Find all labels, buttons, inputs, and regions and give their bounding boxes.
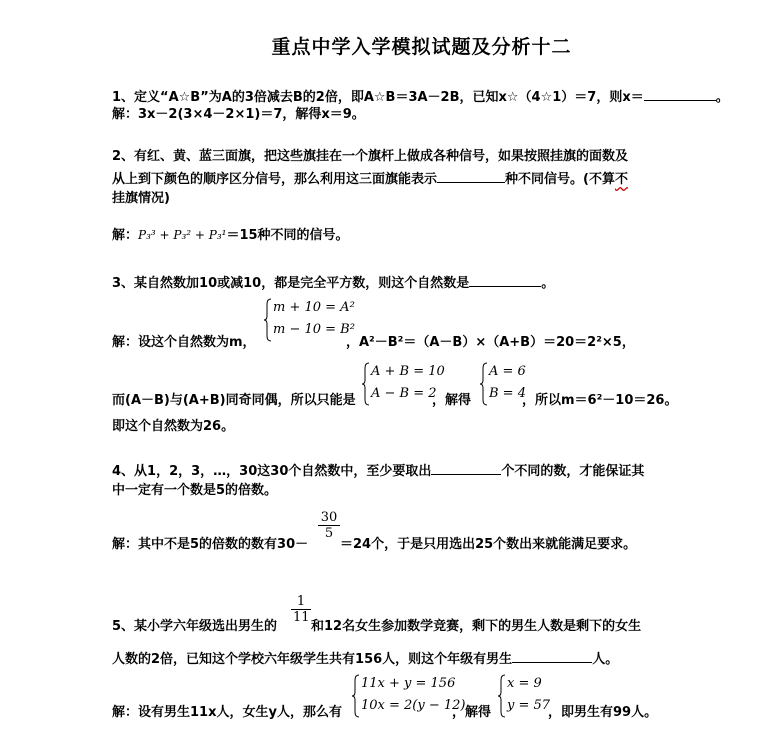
solution-2-label: 解： (112, 228, 139, 243)
solution-3-line-2a: 而(A－B)与(A+B)同奇同偶，所以只能是 (112, 393, 356, 408)
solution-3-line-1-tail: ，A²－B²＝（A－B）×（A+B）＝20＝2²×5， (346, 335, 635, 350)
solution-3-label: 解：设这个自然数为m， (112, 335, 256, 350)
fraction-numerator: 30 (320, 510, 338, 525)
equation-2b: A − B = 2 (371, 386, 437, 401)
question-5-line-1b: 和12名女生参加数学竞赛，剩下的男生人数是剩下的女生 (311, 619, 642, 634)
question-3-end: 。 (541, 276, 555, 291)
fraction-denominator: 5 (324, 526, 334, 541)
solution-4-b: ＝24个，于是只用选出25个数出来就能满足要求。 (340, 537, 637, 552)
fraction-1-over-11 (291, 594, 311, 625)
equation-4a: 11x + y = 156 (361, 676, 456, 691)
solution-2-formula: P₃³ + P₃² + P₃¹ (138, 228, 227, 242)
equation-1a: m + 10 = A² (273, 300, 355, 315)
equation-5b: y = 57 (507, 698, 551, 713)
solution-3-line-2b: ，解得 (432, 393, 472, 408)
solution-4-a: 解：其中不是5的倍数的数有30－ (112, 537, 309, 552)
solution-2-tail: ＝15种不同的信号。 (226, 228, 349, 243)
question-3-text: 3、某自然数加10或减10，都是完全平方数，则这个自然数是 (112, 276, 470, 291)
equation-3a: A = 6 (489, 364, 526, 379)
question-3 (112, 272, 554, 293)
answer-blank-4 (431, 460, 501, 475)
question-5-line-1a: 5、某小学六年级选出男生的 (112, 619, 278, 634)
question-1 (112, 86, 729, 107)
answer-blank-2 (437, 168, 505, 183)
fraction-denominator: 11 (293, 610, 310, 625)
question-4-text-a: 4、从1，2，3，…，30这30个自然数中，至少要取出 (112, 464, 432, 479)
answer-blank-3 (469, 272, 541, 287)
solution-3-line-2c: ，所以m＝6²－10＝26。 (522, 393, 678, 408)
question-5-text-b: 人。 (592, 652, 619, 667)
question-4-text-b: 个不同的数，才能保证其 (501, 464, 645, 479)
question-5-line-2 (112, 648, 618, 669)
brace-icon (264, 298, 272, 342)
brace-icon (480, 362, 488, 406)
question-1-text: 1、定义“A☆B”为A的3倍减去B的2倍，即A☆B＝3A－2B，已知x☆（4☆1）＝7，则x＝ (112, 90, 644, 105)
solution-5-b: ，解得 (452, 705, 492, 720)
equation-5a: x = 9 (507, 676, 542, 691)
fraction-30-over-5 (318, 510, 340, 541)
equation-system-4 (352, 674, 466, 718)
solution-1: 解：3x－2(3×4－2×1)＝7，解得x＝9。 (112, 107, 365, 122)
question-5-text-a: 人数的2倍，已知这个学校六年级学生共有156人，则这个年级有男生 (112, 652, 513, 667)
question-2-line-3: 挂旗情况) (112, 191, 170, 206)
question-2-line-1: 2、有红、黄、蓝三面旗，把这些旗挂在一个旗杆上做成各种信号，如果按照挂旗的面数及 (112, 149, 629, 164)
equation-2a: A + B = 10 (371, 364, 445, 379)
document-title: 重点中学入学模拟试题及分析十二 (271, 36, 572, 58)
brace-icon (362, 362, 370, 406)
question-2-line-2 (112, 168, 628, 189)
solution-3-line-1 (112, 334, 256, 352)
equation-system-1 (264, 298, 354, 342)
solution-5-a: 解：设有男生11x人，女生y人，那么有 (112, 705, 342, 720)
question-2-text-b: 种不同信号。(不算 (505, 172, 615, 187)
brace-icon (498, 674, 506, 718)
answer-blank-1 (644, 86, 716, 101)
fraction-numerator: 1 (296, 594, 306, 609)
equation-1b: m − 10 = B² (273, 322, 355, 337)
equation-4b: 10x = 2(y − 12) (361, 698, 466, 713)
question-2-text-a: 从上到下颜色的顺序区分信号，那么利用这三面旗能表示 (112, 172, 438, 187)
question-4-line-2: 中一定有一个数是5的倍数。 (112, 483, 278, 498)
solution-3-line-3: 即这个自然数为26。 (112, 419, 235, 434)
equation-system-2 (362, 362, 445, 406)
brace-icon (352, 674, 360, 718)
question-4-line-1 (112, 460, 644, 481)
question-2-text-c: 不 (614, 172, 628, 187)
solution-5-c: ，即男生有99人。 (548, 705, 658, 720)
solution-2 (112, 226, 349, 245)
question-1-end: 。 (715, 90, 729, 105)
answer-blank-5 (512, 648, 592, 663)
equation-3b: B = 4 (489, 386, 526, 401)
